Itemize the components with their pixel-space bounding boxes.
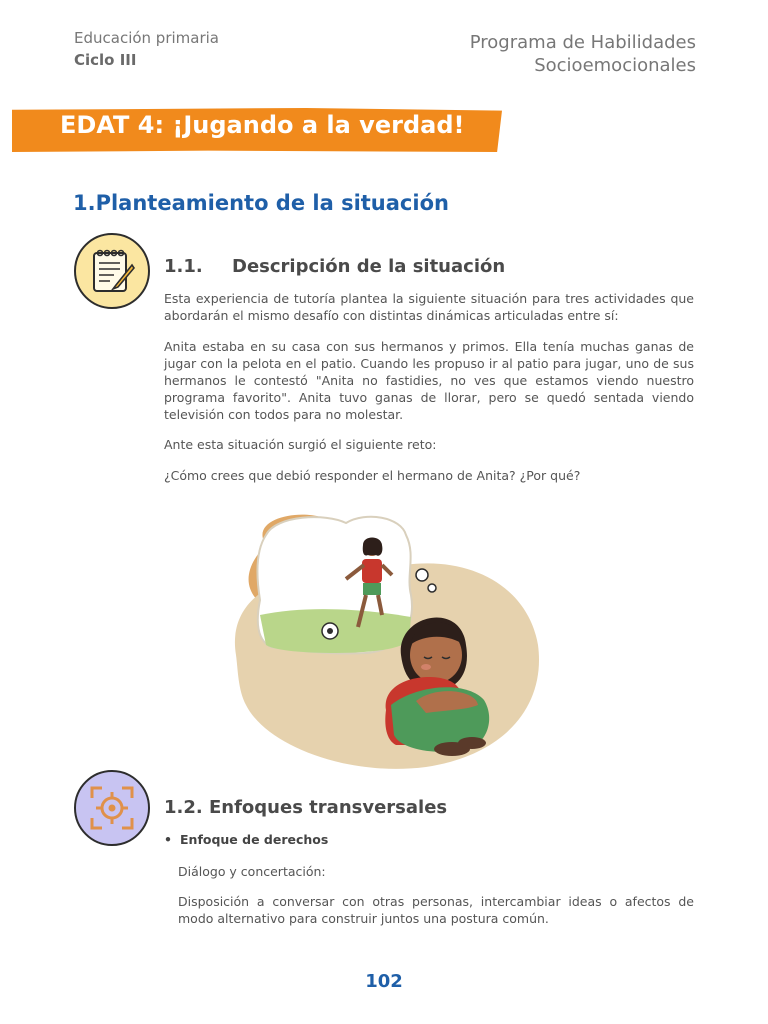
target-focus-icon <box>74 770 150 846</box>
program-title-line2: Socioemocionales <box>534 55 696 76</box>
cycle-label: Ciclo III <box>74 51 137 69</box>
header-left <box>74 27 219 71</box>
bullet-dot: • <box>164 832 172 847</box>
sad-girl-illustration <box>226 505 546 775</box>
page-number: 102 <box>365 971 403 992</box>
story-paragraph: Anita estaba en su casa con sus hermanos y primos. Ella tenía muchas ganas de jugar con la pelota en el patio. Cuando les propuso ir al patio para jugar, uno de sus hermanos le contestó "Anita no fastidies, no ves que estamos viendo nuestro programa favorito". Anita tuvo ganas de llorar, pero se quedó sentada viendo televisión con todos para no molestar. <box>164 339 694 422</box>
subsection-title-2: 1.2. Enfoques transversales <box>164 797 448 818</box>
subsection-number: 1.1. <box>164 256 203 277</box>
bullet-text: Enfoque de derechos <box>180 832 329 847</box>
banner-title: EDAT 4: ¡Jugando a la verdad! <box>60 111 465 139</box>
notepad-pencil-icon <box>74 233 150 309</box>
intro-paragraph: Esta experiencia de tutoría plantea la siguiente situación para tres actividades que abordarán el mismo desafío con distintas dinámicas articuladas entre sí: <box>164 291 694 323</box>
section-title: 1.Planteamiento de la situación <box>73 191 449 215</box>
program-title-line1: Programa de Habilidades <box>469 32 696 53</box>
subsection-title: Descripción de la situación <box>232 256 506 277</box>
approach-label: Diálogo y concertación: <box>178 864 326 879</box>
challenge-question: ¿Cómo crees que debió responder el hermano de Anita? ¿Por qué? <box>164 468 581 483</box>
bullet-item <box>164 832 328 847</box>
approach-description: Disposición a conversar con otras personas, intercambiar ideas o afectos de modo alternativo para construir juntos una postura común. <box>178 894 694 926</box>
education-level: Educación primaria <box>74 29 219 47</box>
header-right <box>470 31 696 77</box>
challenge-intro: Ante esta situación surgió el siguiente reto: <box>164 437 437 452</box>
